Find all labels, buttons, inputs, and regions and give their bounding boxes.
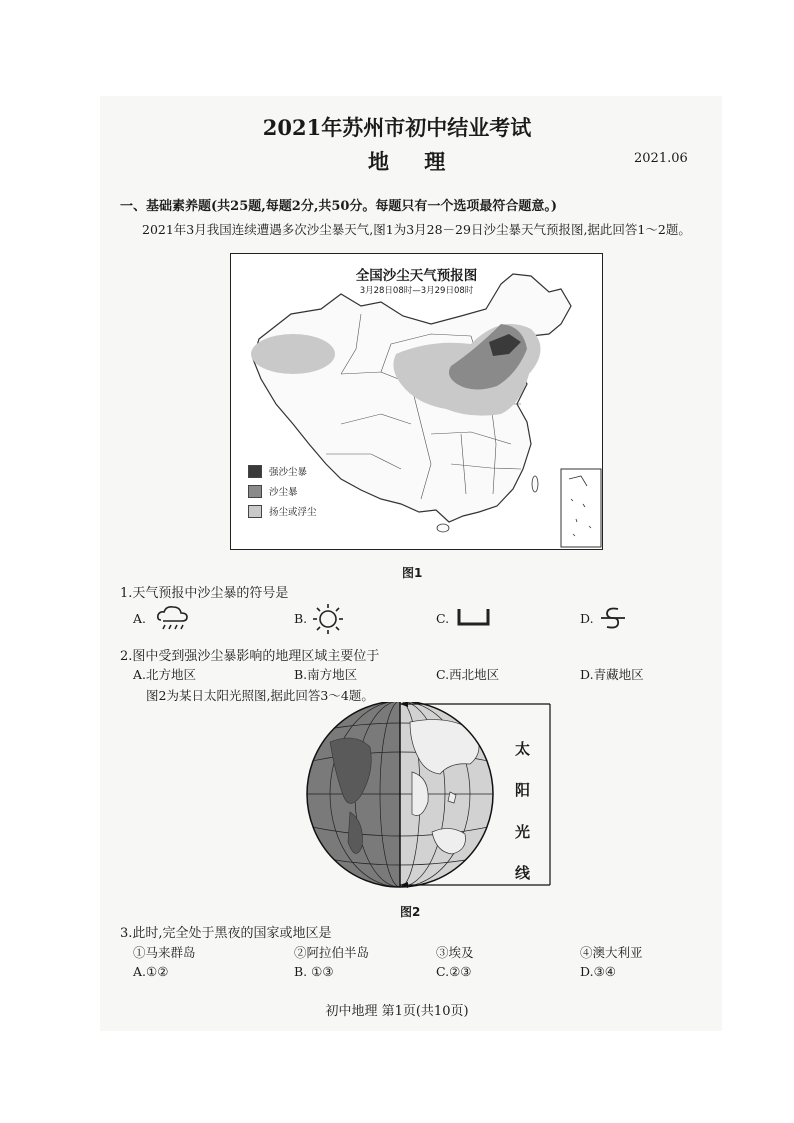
q2-option-c[interactable] xyxy=(436,665,499,683)
q2-option-a-text: 北方地区 xyxy=(146,667,197,682)
q3-item-1: ①马来群岛 xyxy=(133,945,196,960)
legend-label-sandstorm: 沙尘暴 xyxy=(269,487,298,498)
q3-option-b[interactable] xyxy=(294,964,334,979)
intro-text-1: 2021年3月我国连续遭遇多次沙尘暴天气,图1为3月28－29日沙尘暴天气预报图,据此回答1～2题。 xyxy=(142,222,691,237)
q2-option-a-letter: A. xyxy=(133,667,147,682)
q2-option-d-letter: D. xyxy=(580,667,594,682)
question-2-number: 2. xyxy=(120,649,133,664)
q1-option-a[interactable] xyxy=(133,611,146,626)
q3-option-b-text: ①③ xyxy=(311,964,334,979)
sun-label-char-4: 线 xyxy=(515,864,531,882)
q2-option-d[interactable] xyxy=(580,665,644,683)
q1-option-d[interactable] xyxy=(580,611,594,626)
map-title: 全国沙尘天气预报图 xyxy=(355,268,478,284)
rain-cloud-icon xyxy=(155,603,193,633)
question-2-stem: 图中受到强沙尘暴影响的地理区域主要位于 xyxy=(132,649,380,664)
q1-option-c-letter: C. xyxy=(436,611,450,626)
q2-option-b-letter: B. xyxy=(294,667,308,682)
q3-option-a-text: ①② xyxy=(146,964,169,979)
q2-option-c-text: 西北地区 xyxy=(449,667,500,682)
legend-swatch-dust xyxy=(248,505,262,518)
q2-option-c-letter: C. xyxy=(436,667,450,682)
question-1 xyxy=(120,582,288,601)
q3-option-d[interactable] xyxy=(580,964,616,979)
taiwan-island xyxy=(532,476,538,492)
sun-label-char-3: 光 xyxy=(515,823,531,841)
q3-item-2: ②阿拉伯半岛 xyxy=(294,945,370,960)
legend-label-severe: 强沙尘暴 xyxy=(269,467,308,478)
q3-option-d-text: ③④ xyxy=(593,964,616,979)
q1-option-b[interactable] xyxy=(294,611,307,626)
q3-option-c-text: ②③ xyxy=(449,964,472,979)
q1-option-d-letter: D. xyxy=(580,611,594,626)
south-china-sea-inset xyxy=(561,469,601,547)
question-1-number: 1. xyxy=(120,586,133,601)
china-outline xyxy=(253,274,571,522)
q3-option-a[interactable] xyxy=(133,964,168,979)
exam-date: 2021.06 xyxy=(634,151,688,166)
legend-label-dust: 扬尘或浮尘 xyxy=(269,507,317,518)
intro-text-2: 图2为某日太阳光照图,据此回答3～4题。 xyxy=(146,688,374,703)
q2-option-b-text: 南方地区 xyxy=(307,667,358,682)
q1-option-c[interactable] xyxy=(436,611,449,626)
dust-storm-icon xyxy=(598,604,628,632)
q2-option-a[interactable] xyxy=(133,665,196,683)
sun-label-char-1: 太 xyxy=(515,740,531,758)
bracket-symbol-icon xyxy=(456,607,492,629)
q1-option-b-letter: B. xyxy=(294,611,308,626)
q3-item-4: ④澳大利亚 xyxy=(580,945,643,960)
q1-option-a-letter: A. xyxy=(133,611,147,626)
section-heading: 一、基础素养题(共25题,每题2分,共50分。每题只有一个选项最符合题意。) xyxy=(120,199,558,214)
question-1-stem: 天气预报中沙尘暴的符号是 xyxy=(132,586,289,601)
legend-swatch-severe xyxy=(248,465,262,478)
legend-swatch-sandstorm xyxy=(248,485,262,498)
dust-zone-west xyxy=(251,334,335,374)
q3-option-c[interactable] xyxy=(436,964,472,979)
q3-item-3: ③埃及 xyxy=(436,945,474,960)
q3-option-b-letter: B. xyxy=(294,964,308,979)
question-2 xyxy=(120,645,379,664)
sun-icon xyxy=(310,603,346,635)
question-3-number: 3. xyxy=(120,926,133,941)
question-3-stem: 此时,完全处于黑夜的国家或地区是 xyxy=(132,926,332,941)
map-subtitle: 3月28日08时—3月29日08时 xyxy=(359,286,474,296)
figure2-caption: 图2 xyxy=(400,905,421,919)
exam-title: 2021年苏州市初中结业考试 xyxy=(262,115,532,140)
q3-option-c-letter: C. xyxy=(436,964,450,979)
q3-option-d-letter: D. xyxy=(580,964,594,979)
page-footer: 初中地理 第1页(共10页) xyxy=(325,1004,469,1019)
q2-option-b[interactable] xyxy=(294,665,357,683)
hainan-island xyxy=(437,524,449,532)
question-3 xyxy=(120,922,332,941)
figure1-caption: 图1 xyxy=(402,566,423,580)
subject-title: 地 理 xyxy=(368,149,460,174)
sun-label-char-2: 阳 xyxy=(515,781,531,799)
q3-option-a-letter: A. xyxy=(133,964,147,979)
q2-option-d-text: 青藏地区 xyxy=(593,667,644,682)
dust-forecast-map xyxy=(230,253,603,550)
